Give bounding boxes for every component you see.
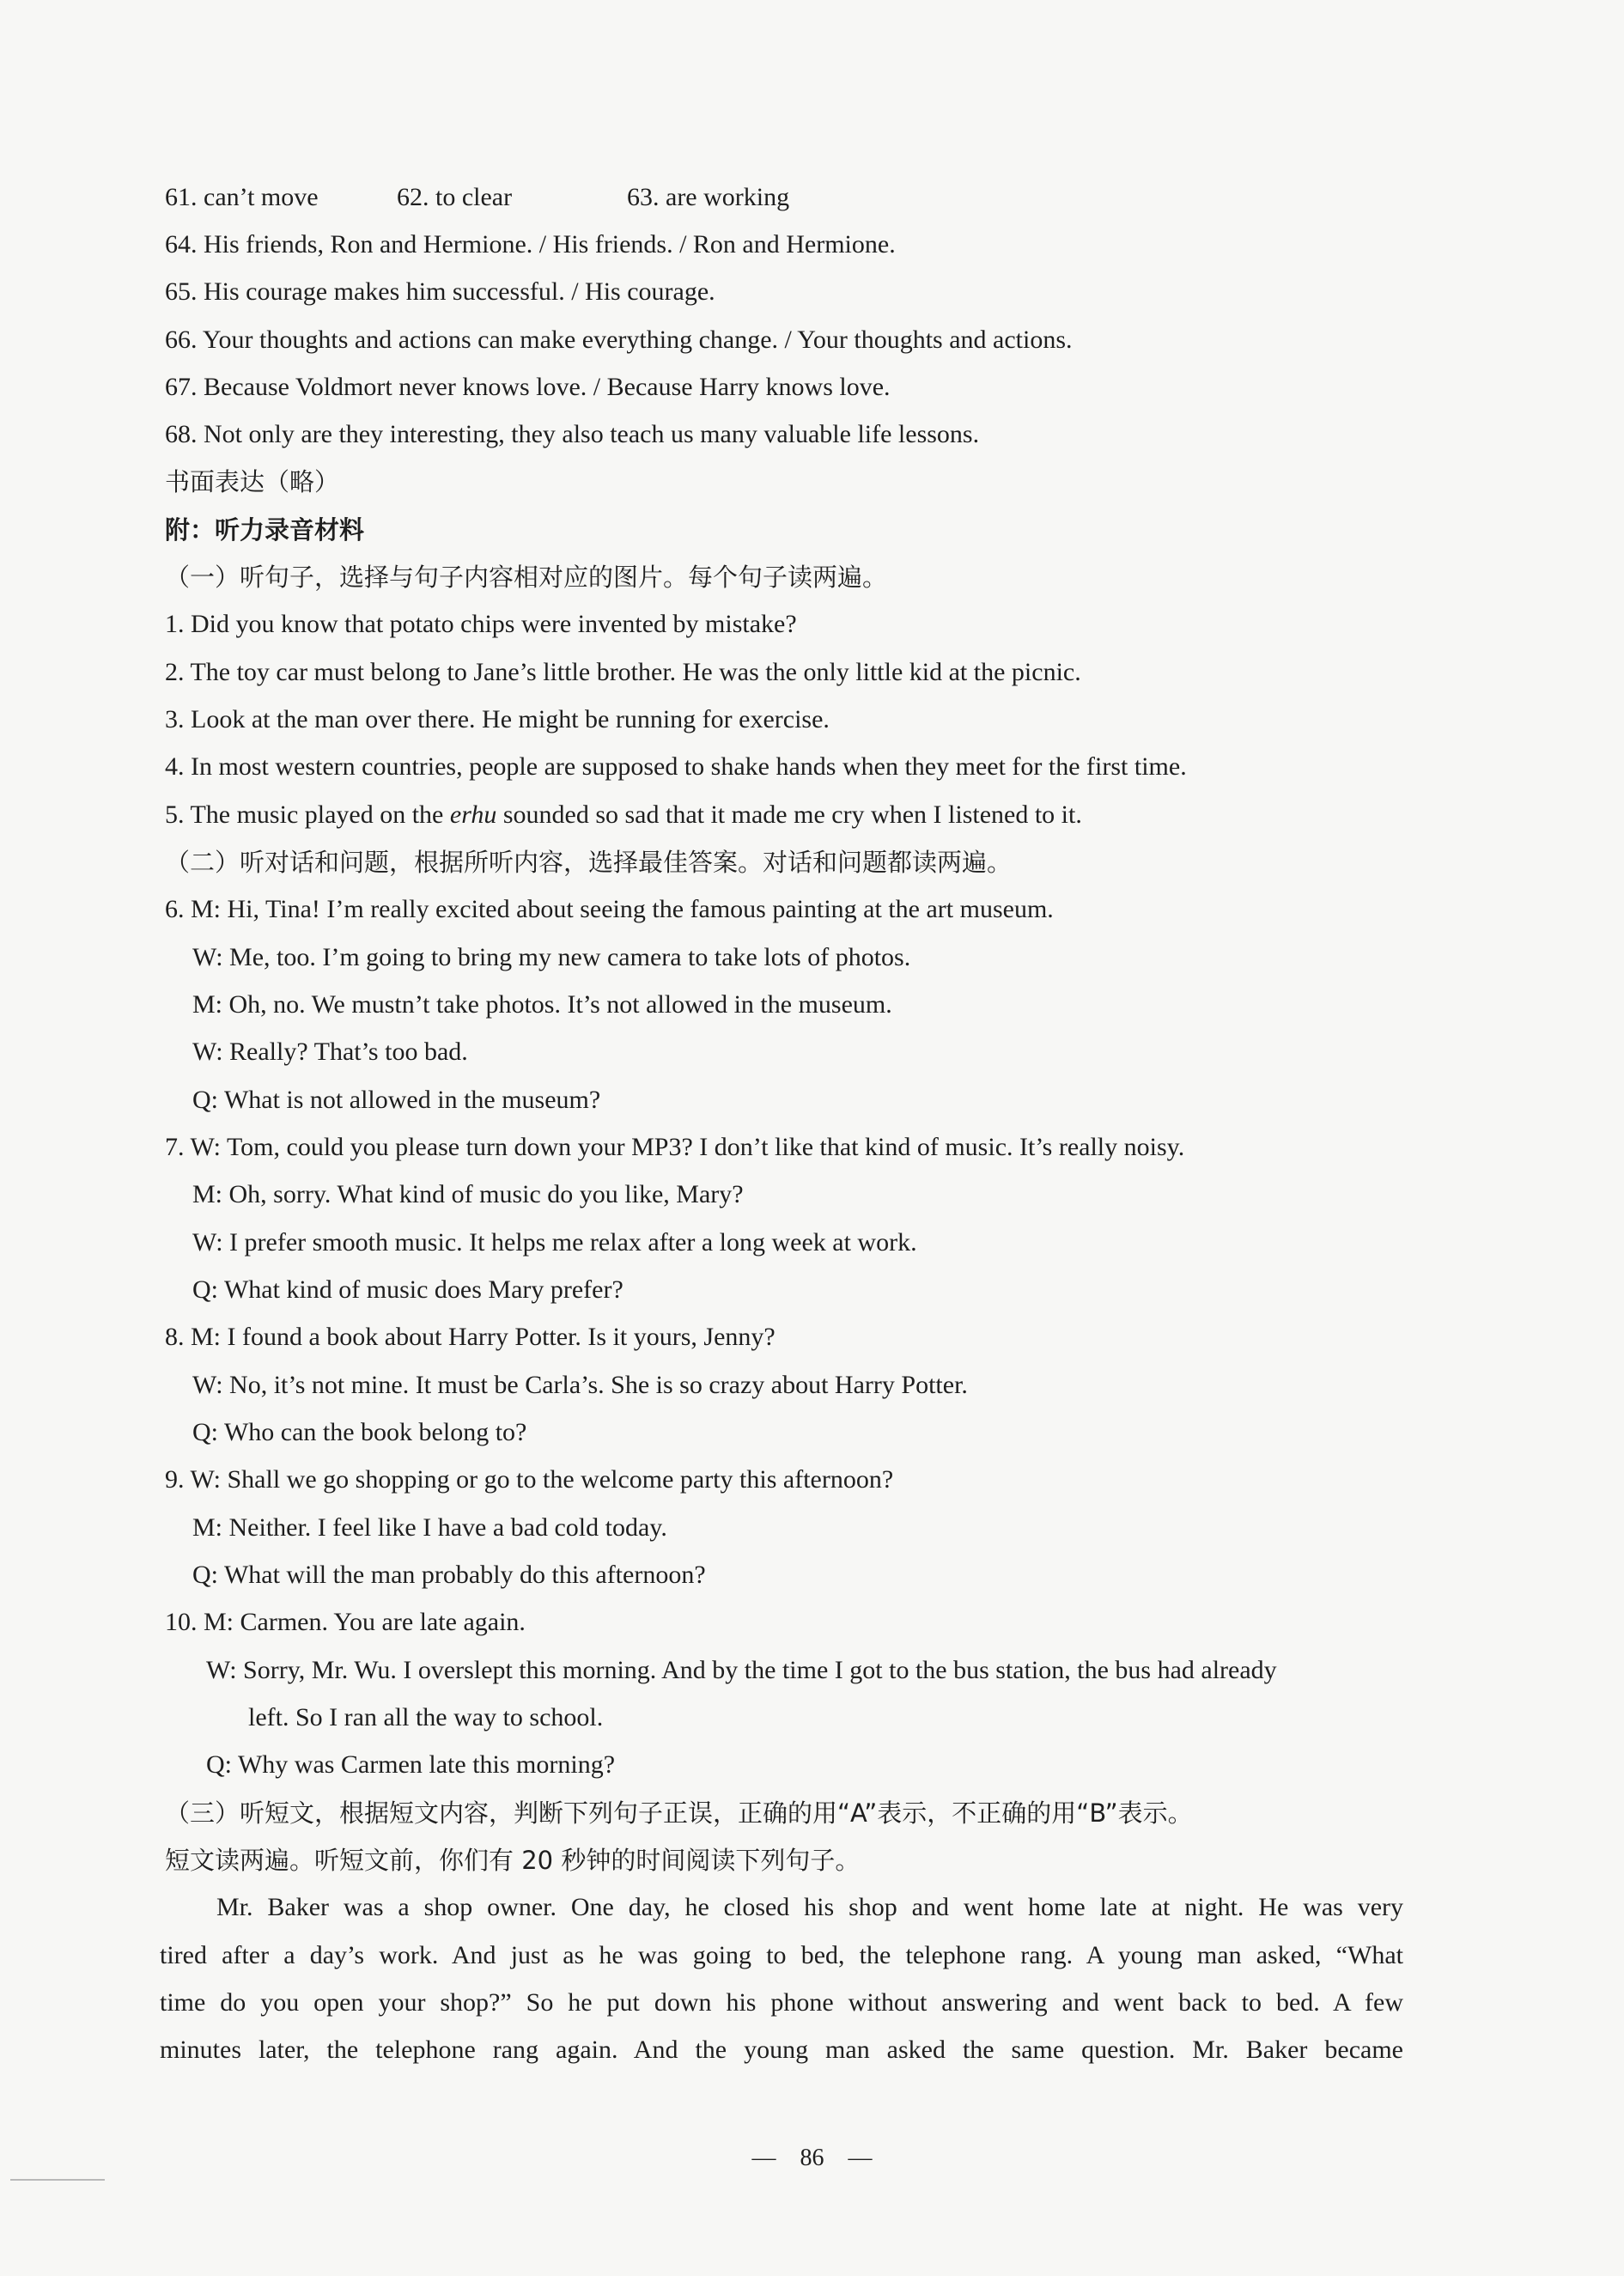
passage-line-3: time do you open your shop?” So he put down his phone without answering and went back to bed. A few xyxy=(160,1988,1403,2017)
dialogue-9-line-1: 9. W: Shall we go shopping or go to the welcome party this afternoon? xyxy=(165,1465,894,1494)
dialogue-7-question: Q: What kind of music does Mary prefer? xyxy=(192,1275,623,1304)
answer-row-61-63 xyxy=(165,180,1367,215)
answer-61: 61. can’t move xyxy=(165,183,319,211)
sentence-1: 1. Did you know that potato chips were invented by mistake? xyxy=(165,610,797,638)
part3-heading-line-2: 短文读两遍。听短文前，你们有 20 秒钟的时间阅读下列句子。 xyxy=(165,1846,861,1875)
dialogue-10-line-2: W: Sorry, Mr. Wu. I overslept this morning. And by the time I got to the bus station, the bus had already xyxy=(206,1656,1277,1684)
sentence-5-erhu: erhu xyxy=(449,800,497,829)
dialogue-6-question: Q: What is not allowed in the museum? xyxy=(192,1086,601,1114)
dialogue-8-line-1: 8. M: I found a book about Harry Potter. Is it yours, Jenny? xyxy=(165,1323,776,1351)
dialogue-10-line-1: 10. M: Carmen. You are late again. xyxy=(165,1608,526,1636)
dialogue-10-line-3: left. So I ran all the way to school. xyxy=(248,1703,604,1731)
dialogue-9-line-2: M: Neither. I feel like I have a bad cold today. xyxy=(192,1513,667,1542)
dialogue-7-line-1: 7. W: Tom, could you please turn down your MP3? I don’t like that kind of music. It’s really noisy. xyxy=(165,1133,1185,1161)
sentence-5-end: sounded so sad that it made me cry when I listened to it. xyxy=(496,800,1082,829)
answer-64: 64. His friends, Ron and Hermione. / His friends. / Ron and Hermione. xyxy=(165,230,896,259)
sentence-4: 4. In most western countries, people are supposed to shake hands when they meet for the first time. xyxy=(165,752,1187,781)
dialogue-8-line-2: W: No, it’s not mine. It must be Carla’s. She is so crazy about Harry Potter. xyxy=(192,1371,968,1399)
appendix-title: 附：听力录音材料 xyxy=(165,515,365,545)
dialogue-7-line-2: M: Oh, sorry. What kind of music do you like, Mary? xyxy=(192,1180,744,1208)
answer-62: 62. to clear xyxy=(397,183,513,211)
dialogue-6-line-2: W: Me, too. I’m going to bring my new camera to take lots of photos. xyxy=(192,943,911,971)
scan-edge-mark xyxy=(10,2179,105,2181)
answer-67: 67. Because Voldmort never knows love. / Because Harry knows love. xyxy=(165,373,891,401)
writing-note: 书面表达（略） xyxy=(165,467,340,496)
dialogue-9-question: Q: What will the man probably do this afternoon? xyxy=(192,1561,706,1589)
answer-66: 66. Your thoughts and actions can make everything change. / Your thoughts and actions. xyxy=(165,326,1073,354)
dialogue-6-line-3: M: Oh, no. We mustn’t take photos. It’s not allowed in the museum. xyxy=(192,990,892,1019)
part2-heading: （二）听对话和问题，根据所听内容，选择最佳答案。对话和问题都读两遍。 xyxy=(165,848,1013,877)
answer-65: 65. His courage makes him successful. / His courage. xyxy=(165,277,715,306)
passage-line-2: tired after a day’s work. And just as he was going to bed, the telephone rang. A young man asked, “What xyxy=(160,1941,1403,1969)
part3-heading-line-1: （三）听短文，根据短文内容，判断下列句子正误，正确的用“A”表示，不正确的用“B”表示。 xyxy=(165,1798,1193,1828)
answer-68: 68. Not only are they interesting, they also teach us many valuable life lessons. xyxy=(165,420,980,448)
dialogue-6-line-1: 6. M: Hi, Tina! I’m really excited about seeing the famous painting at the art museum. xyxy=(165,895,1054,923)
dialogue-10-question: Q: Why was Carmen late this morning? xyxy=(206,1750,616,1779)
dialogue-6-line-4: W: Really? That’s too bad. xyxy=(192,1038,468,1066)
sentence-5-start: 5. The music played on the xyxy=(165,800,450,829)
dialogue-7-line-3: W: I prefer smooth music. It helps me relax after a long week at work. xyxy=(192,1228,917,1257)
page-number: — 86 — xyxy=(751,2145,873,2171)
answer-63: 63. are working xyxy=(627,183,790,211)
passage-line-4: minutes later, the telephone rang again. And the young man asked the same question. Mr. Baker became xyxy=(160,2036,1403,2064)
passage-line-1: Mr. Baker was a shop owner. One day, he closed his shop and went home late at night. He was very xyxy=(216,1893,1403,1921)
part1-heading: （一）听句子，选择与句子内容相对应的图片。每个句子读两遍。 xyxy=(165,563,888,592)
dialogue-8-question: Q: Who can the book belong to? xyxy=(192,1418,527,1446)
sentence-5 xyxy=(165,798,1082,832)
sentence-2: 2. The toy car must belong to Jane’s little brother. He was the only little kid at the picnic. xyxy=(165,658,1081,686)
sentence-3: 3. Look at the man over there. He might be running for exercise. xyxy=(165,705,830,733)
